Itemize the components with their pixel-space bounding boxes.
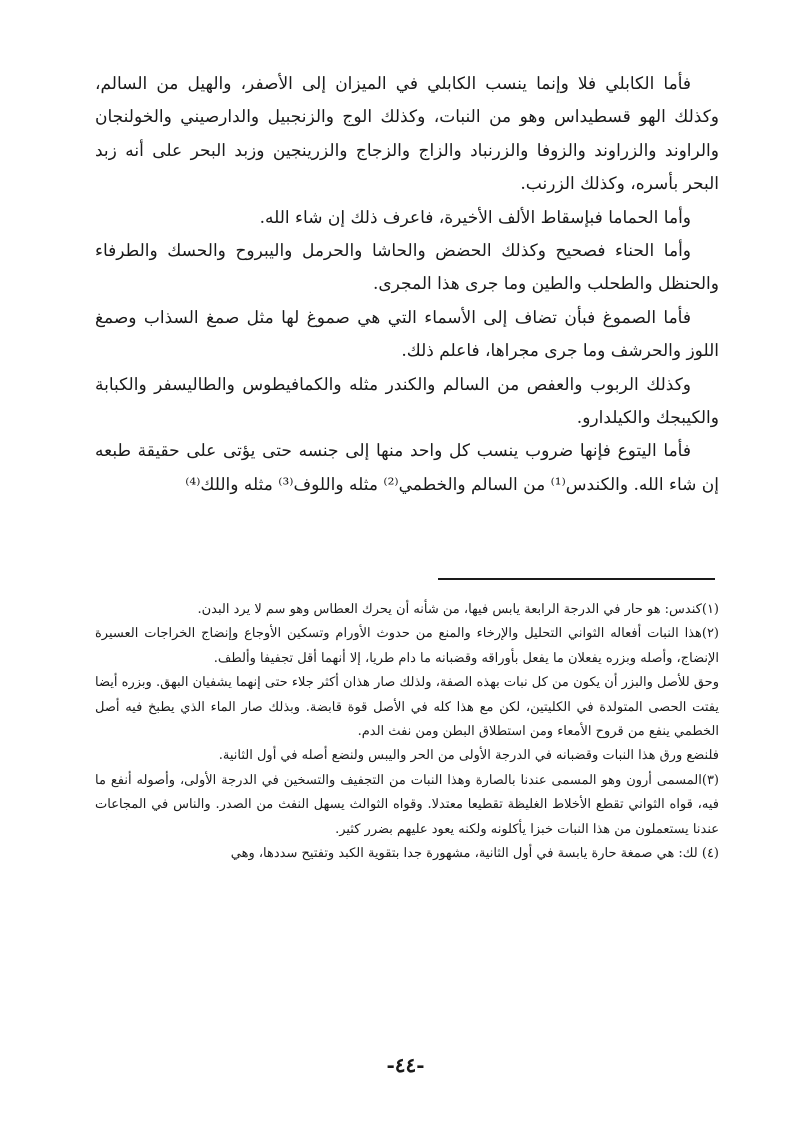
footnote-4: (٤) لك: هي صمغة حارة يابسة في أول الثانية، مشهورة جدا بتقوية الكبد وتفتيح سددها، وهي: [230, 846, 719, 862]
paragraph-text: فأما اليتوع فإنها ضروب ينسب كل واحد منها إلى جنسه حتى يؤتى على حقيقة طبعه إن شاء الله. والكندس⁽¹⁾ من السالم والخطمي⁽²⁾ مثله واللوف⁽³⁾ مثله واللك⁽⁴⁾: [95, 441, 719, 495]
main-paragraph-6: [95, 435, 719, 502]
footnote-1: (١)كندس: هو حار في الدرجة الرابعة يابس فيها، من شأنه أن يحرك العطاس وهو سم لا يرد البدن.: [197, 602, 719, 617]
footnote-2: (٢)هذا النبات أفعاله الثواني التحليل والإرخاء والمنع من حدوث الأورام وتسكين الأوجاع وإنضاج الخراجات العسيرة الإنضاج، وأصله وبزره يفعلان ما يفعل بأوراقه وقضبانه ما دام طريا، إلا أنهما أقل تجفيفا وألطف.: [95, 626, 719, 666]
footnote-2-continued: وحق للأصل والبزر أن يكون من كل نبات بهذه الصفة، ولذلك صار هذان أكثر جلاء حتى إنهما يشفيان البهق. وبزره أيضا يفتت الحصى المتولدة في الكليتين، لكن مع هذا كله في الأصل قوة قابضة. وبذلك صار الماء الذي يطبخ فيه أصل الخطمي ينفع من قروح الأمعاء ومن استطلاق البطن ومن نفث الدم.: [95, 675, 719, 740]
main-paragraph-4: [95, 302, 719, 369]
paragraph-text: فأما الصموغ فبأن تضاف إلى الأسماء التي هي صموغ لها مثل صمغ السذاب وصمغ اللوز والحرشف وما جرى مجراها، فاعلم ذلك.: [95, 307, 719, 362]
paragraph-text: فأما الكابلي فلا وإنما ينسب الكابلي في الميزان إلى الأصفر، والهيل من السالم، وكذلك الهو قسطيداس وهو من النبات، وكذلك الوج والزنجبيل والدارصيني والخولنجان والراوند والزراوند والزوفا والزرنباد والزاج والزجاج والزرينجين وزبد البحر على أنه زبد البحر بأسره، وكذلك الزرنب.: [95, 74, 719, 195]
page-number: -٤٤-: [386, 1053, 425, 1077]
footnote-3: (٣)المسمى أرون وهو المسمى عندنا بالصارة وهذا النبات من التجفيف والتسخين في الدرجة الأولى، وأصوله أنفع ما فيه، قواه الثواني تقطع الأخلاط الغليظة تقطيعا معتدلا. وقواه الثوالث يسهل النفث من الصدر. والناس في المجاعات عندنا يستعملون من هذا النبات خبزا يأكلونه ولكنه يعود عليهم بضرر كثير.: [95, 772, 719, 837]
main-paragraph-3: [95, 235, 719, 302]
main-text-body: [95, 68, 719, 502]
footnote-separator: [438, 578, 715, 580]
main-paragraph-5: [95, 369, 719, 436]
paragraph-text: وأما الحماما فبإسقاط الألف الأخيرة، فاعرف ذلك إن شاء الله.: [259, 207, 691, 228]
footnote-2-note: فلنضع ورق هذا النبات وقضبانه في الدرجة الأولى من الحر واليبس ولنضع أصله في أول الثانية.: [218, 748, 719, 764]
main-paragraph-1: [95, 68, 719, 202]
main-paragraph-2: [95, 202, 719, 235]
paragraph-text: وأما الحناء فصحيح وكذلك الحضض والحاشا والحرمل واليبروح والحسك والطرفاء والحنظل والطحلب والطين وما جرى هذا المجرى.: [95, 241, 719, 295]
footnotes-section: [95, 598, 719, 866]
paragraph-text: وكذلك الربوب والعفص من السالم والكندر مثله والكمافيطوس والطاليسفر والكبابة والكيبجك والكيلدارو.: [95, 374, 719, 429]
